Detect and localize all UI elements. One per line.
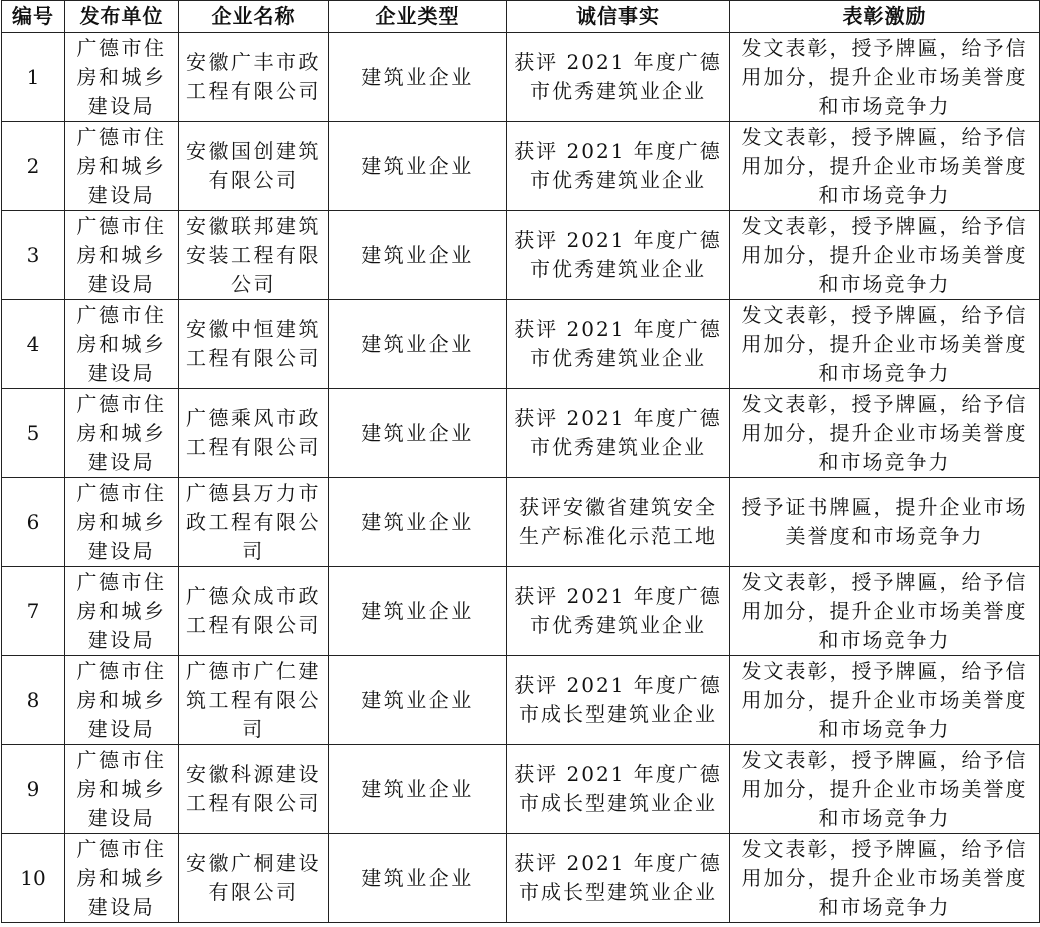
cell-type: 建筑业企业 xyxy=(329,567,507,656)
cell-company: 安徽中恒建筑工程有限公司 xyxy=(179,300,329,389)
cell-publisher: 广德市住房和城乡建设局 xyxy=(65,567,179,656)
cell-no: 3 xyxy=(2,211,65,300)
cell-fact: 获评 2021 年度广德市成长型建筑业企业 xyxy=(507,745,730,834)
cell-no: 1 xyxy=(2,33,65,122)
table-row xyxy=(2,33,1040,122)
header-company: 企业名称 xyxy=(179,1,329,33)
cell-no: 10 xyxy=(2,834,65,923)
cell-no: 4 xyxy=(2,300,65,389)
cell-type: 建筑业企业 xyxy=(329,478,507,567)
cell-company: 安徽国创建筑有限公司 xyxy=(179,122,329,211)
cell-company: 安徽广丰市政工程有限公司 xyxy=(179,33,329,122)
cell-fact: 获评 2021 年度广德市优秀建筑业企业 xyxy=(507,389,730,478)
table-row xyxy=(2,834,1040,923)
cell-fact: 获评 2021 年度广德市优秀建筑业企业 xyxy=(507,122,730,211)
cell-publisher: 广德市住房和城乡建设局 xyxy=(65,122,179,211)
cell-publisher: 广德市住房和城乡建设局 xyxy=(65,33,179,122)
cell-reward: 发文表彰，授予牌匾，给予信用加分，提升企业市场美誉度和市场竞争力 xyxy=(730,122,1040,211)
cell-type: 建筑业企业 xyxy=(329,656,507,745)
cell-publisher: 广德市住房和城乡建设局 xyxy=(65,478,179,567)
table-row xyxy=(2,389,1040,478)
cell-publisher: 广德市住房和城乡建设局 xyxy=(65,834,179,923)
cell-no: 7 xyxy=(2,567,65,656)
cell-type: 建筑业企业 xyxy=(329,834,507,923)
cell-reward: 发文表彰，授予牌匾，给予信用加分，提升企业市场美誉度和市场竞争力 xyxy=(730,33,1040,122)
table-row xyxy=(2,300,1040,389)
cell-type: 建筑业企业 xyxy=(329,300,507,389)
cell-type: 建筑业企业 xyxy=(329,122,507,211)
cell-fact: 获评 2021 年度广德市优秀建筑业企业 xyxy=(507,567,730,656)
cell-no: 6 xyxy=(2,478,65,567)
table-row xyxy=(2,211,1040,300)
table-row xyxy=(2,745,1040,834)
cell-no: 9 xyxy=(2,745,65,834)
header-type: 企业类型 xyxy=(329,1,507,33)
cell-type: 建筑业企业 xyxy=(329,33,507,122)
cell-reward: 发文表彰，授予牌匾，给予信用加分，提升企业市场美誉度和市场竞争力 xyxy=(730,567,1040,656)
header-reward: 表彰激励 xyxy=(730,1,1040,33)
cell-reward: 发文表彰，授予牌匾，给予信用加分，提升企业市场美誉度和市场竞争力 xyxy=(730,656,1040,745)
cell-reward: 发文表彰，授予牌匾，给予信用加分，提升企业市场美誉度和市场竞争力 xyxy=(730,300,1040,389)
honor-table xyxy=(1,0,1040,923)
cell-fact: 获评 2021 年度广德市成长型建筑业企业 xyxy=(507,834,730,923)
cell-fact: 获评 2021 年度广德市优秀建筑业企业 xyxy=(507,33,730,122)
cell-company: 安徽广桐建设有限公司 xyxy=(179,834,329,923)
table-row xyxy=(2,656,1040,745)
table-row xyxy=(2,478,1040,567)
cell-no: 5 xyxy=(2,389,65,478)
cell-company: 广德众成市政工程有限公司 xyxy=(179,567,329,656)
table-row xyxy=(2,567,1040,656)
cell-company: 安徽联邦建筑安装工程有限公司 xyxy=(179,211,329,300)
cell-publisher: 广德市住房和城乡建设局 xyxy=(65,656,179,745)
cell-reward: 发文表彰，授予牌匾，给予信用加分，提升企业市场美誉度和市场竞争力 xyxy=(730,389,1040,478)
cell-fact: 获评 2021 年度广德市优秀建筑业企业 xyxy=(507,300,730,389)
cell-company: 广德市广仁建筑工程有限公司 xyxy=(179,656,329,745)
cell-reward: 发文表彰，授予牌匾，给予信用加分，提升企业市场美誉度和市场竞争力 xyxy=(730,211,1040,300)
cell-type: 建筑业企业 xyxy=(329,745,507,834)
cell-reward: 发文表彰，授予牌匾，给予信用加分，提升企业市场美誉度和市场竞争力 xyxy=(730,745,1040,834)
cell-type: 建筑业企业 xyxy=(329,389,507,478)
header-fact: 诚信事实 xyxy=(507,1,730,33)
header-row xyxy=(2,1,1040,33)
cell-fact: 获评 2021 年度广德市优秀建筑业企业 xyxy=(507,211,730,300)
cell-publisher: 广德市住房和城乡建设局 xyxy=(65,389,179,478)
cell-company: 广德乘风市政工程有限公司 xyxy=(179,389,329,478)
cell-reward: 授予证书牌匾，提升企业市场美誉度和市场竞争力 xyxy=(730,478,1040,567)
cell-company: 广德县万力市政工程有限公司 xyxy=(179,478,329,567)
header-no: 编号 xyxy=(2,1,65,33)
cell-reward: 发文表彰，授予牌匾，给予信用加分，提升企业市场美誉度和市场竞争力 xyxy=(730,834,1040,923)
cell-publisher: 广德市住房和城乡建设局 xyxy=(65,745,179,834)
cell-fact: 获评安徽省建筑安全生产标准化示范工地 xyxy=(507,478,730,567)
cell-no: 8 xyxy=(2,656,65,745)
cell-company: 安徽科源建设工程有限公司 xyxy=(179,745,329,834)
cell-type: 建筑业企业 xyxy=(329,211,507,300)
table-row xyxy=(2,122,1040,211)
cell-fact: 获评 2021 年度广德市成长型建筑业企业 xyxy=(507,656,730,745)
cell-publisher: 广德市住房和城乡建设局 xyxy=(65,300,179,389)
cell-no: 2 xyxy=(2,122,65,211)
header-publisher: 发布单位 xyxy=(65,1,179,33)
cell-publisher: 广德市住房和城乡建设局 xyxy=(65,211,179,300)
